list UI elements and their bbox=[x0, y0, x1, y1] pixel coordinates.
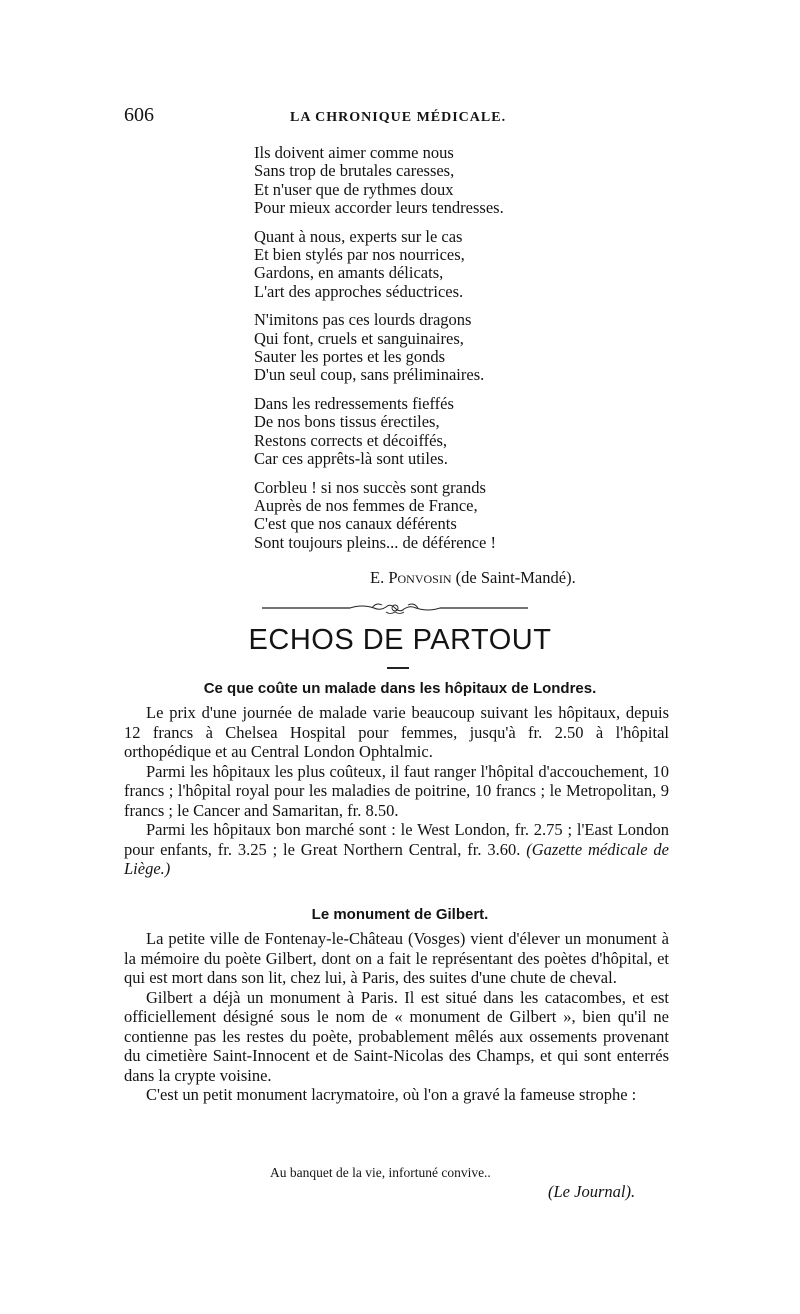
verse: Sans trop de brutales caresses, bbox=[254, 161, 455, 181]
paragraph: Gilbert a déjà un monument à Paris. Il est situé dans les catacombes, et est officiellement désigné sous le nom de « monument de Gilbert », bien qu'il ne contienne pas les restes du poète, probablement mêlés aux ossements provenant du cimetière Saint-Innocent et de Saint-Nicolas des Champs, et qui sont enterrés dans la crypte voisine. bbox=[124, 987, 669, 1085]
verse: D'un seul coup, sans préliminaires. bbox=[254, 365, 485, 385]
running-title: LA CHRONIQUE MÉDICALE. bbox=[290, 110, 507, 125]
verse: N'imitons pas ces lourds dragons bbox=[254, 310, 472, 330]
signature-initial: E. bbox=[370, 568, 389, 587]
verse: Sont toujours pleins... de déférence ! bbox=[254, 532, 496, 552]
paragraph: Parmi les hôpitaux les plus coûteux, il faut ranger l'hôpital d'accouchement, 10 francs ; l'hôpital royal pour les maladies de poitrine, 10 francs ; le Metropolitan, 9 francs ; le Cancer and Samaritan, fr. 8.50. bbox=[124, 761, 669, 820]
paragraph: Le prix d'une journée de malade varie beaucoup suivant les hôpitaux, depuis 12 francs à Chelsea Hospital pour femmes, jusqu'à fr. 2.50 à l'hôpital orthopédique et au Central London Ophtalmic. bbox=[124, 703, 669, 761]
poem-stanza bbox=[254, 228, 654, 302]
verse: Dans les redressements fieffés bbox=[254, 393, 454, 413]
poem-stanza bbox=[254, 479, 654, 553]
verse: Car ces apprêts-là sont utiles. bbox=[254, 449, 448, 469]
article-gilbert-monument bbox=[124, 929, 669, 1105]
article-source: (Le Journal). bbox=[548, 1182, 636, 1201]
poem bbox=[254, 144, 654, 562]
paragraph bbox=[124, 820, 669, 879]
poem-stanza bbox=[254, 311, 654, 385]
verse: Auprès de nos femmes de France, bbox=[254, 495, 478, 515]
poem-stanza bbox=[254, 144, 654, 218]
poem-stanza bbox=[254, 395, 654, 469]
article-heading-gilbert: Le monument de Gilbert. bbox=[311, 906, 489, 923]
section-title: ECHOS DE PARTOUT bbox=[248, 624, 552, 656]
article-source: (Gazette médicale de Liège.) bbox=[124, 839, 670, 878]
article-heading-london-hospitals: Ce que coûte un malade dans les hôpitaux de Londres. bbox=[203, 680, 597, 697]
signature-place: (de Saint-Mandé). bbox=[451, 568, 576, 587]
verse: Quant à nous, experts sur le cas bbox=[254, 226, 463, 246]
signature-name: Ponvosin bbox=[388, 568, 452, 587]
verse: Restons corrects et décoiffés, bbox=[254, 430, 448, 450]
page-header bbox=[124, 104, 684, 128]
verse: Gardons, en amants délicats, bbox=[254, 263, 444, 283]
page-number: 606 bbox=[124, 104, 154, 126]
paragraph-text: Parmi les hôpitaux bon marché sont : le West London, fr. 2.75 ; l'East London pour enfants, fr. 3.25 ; le Great Northern Central, fr. 3.60. bbox=[124, 820, 669, 859]
poem-signature bbox=[370, 568, 576, 588]
verse: Sauter les portes et les gonds bbox=[254, 347, 446, 367]
verse: Et bien stylés par nos nourrices, bbox=[254, 245, 465, 265]
verse: De nos bons tissus érectiles, bbox=[254, 412, 440, 432]
verse: Corbleu ! si nos succès sont grands bbox=[254, 477, 486, 497]
verse: Pour mieux accorder leurs tendresses. bbox=[254, 198, 504, 218]
paragraph: La petite ville de Fontenay-le-Château (Vosges) vient d'élever un monument à la mémoire du poète Gilbert, dont on a fait le représentant des poètes d'hôpital, et qui est mort dans son lit, chez lui, à Paris, des suites d'une chute de cheval. bbox=[124, 929, 669, 987]
paragraph: C'est un petit monument lacrymatoire, où l'on a gravé la fameuse strophe : bbox=[146, 1085, 637, 1104]
verse: Et n'user que de rythmes doux bbox=[254, 179, 454, 199]
verse: L'art des approches séductrices. bbox=[254, 281, 464, 301]
article-london-hospitals bbox=[124, 703, 669, 879]
verse: Qui font, cruels et sanguinaires, bbox=[254, 328, 464, 348]
verse: C'est que nos canaux déférents bbox=[254, 514, 457, 534]
ornament-divider bbox=[262, 600, 528, 616]
quoted-verse: Au banquet de la vie, infortuné convive.. bbox=[270, 1165, 491, 1180]
verse: Ils doivent aimer comme nous bbox=[254, 143, 454, 162]
section-rule bbox=[387, 667, 409, 669]
